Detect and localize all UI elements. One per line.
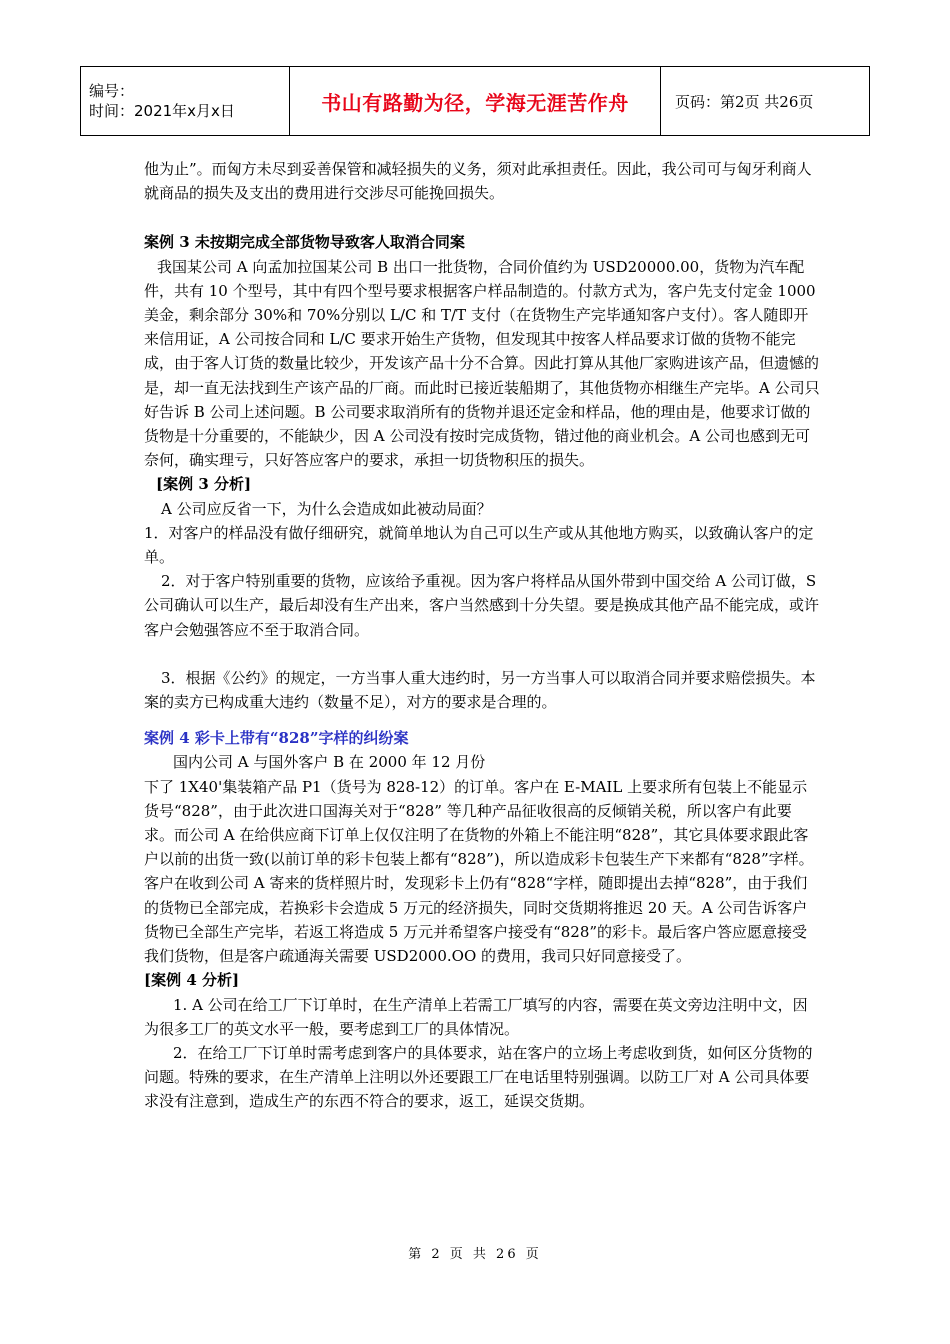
case4-point-1: 1. A 公司在给工厂下订单时，在生产清单上若需工厂填写的内容，需要在英文旁边注明中文，因为很多工厂的英文水平一般，要考虑到工厂的具体情况。 (144, 995, 808, 1038)
intro-paragraph: 他为止”。而匈方未尽到妥善保管和减轻损失的义务，须对此承担责任。因此，我公司可与匈牙利商人就商品的损失及支出的费用进行交涉尽可能挽回损失。 (144, 160, 812, 203)
case3-title: 案例 3 未按期完成全部货物导致客人取消合同案 (144, 233, 465, 252)
header-motto: 书山有路勤为径，学海无涯苦作舟 (290, 67, 661, 136)
case4-point-2: 2．在给工厂下订单时需考虑到客户的具体要求，站在客户的立场上考虑收到货，如何区分货物的问题。特殊的要求，在生产清单上注明以外还要跟工厂在电话里特别强调。以防工厂对 A 公司具体要求没有注意到，造成生产的东西不符合的要求，返工，延误交货期。 (144, 1043, 813, 1111)
case3-point-3: 3．根据《公约》的规定，一方当事人重大违约时，另一方当事人可以取消合同并要求赔偿损失。本案的卖方已构成重大违约（数量不足），对方的要求是合理的。 (144, 668, 816, 712)
page-header (80, 66, 870, 136)
case3-point-1: 1．对客户的样品没有做仔细研究，就简单地认为自己可以生产或从其他地方购买，以致确认客户的定单。 (144, 523, 814, 567)
case4-analysis-title: [案例 4 分析] (144, 971, 240, 990)
case4-first-line: 国内公司 A 与国外客户 B 在 2000 年 12 月份 (173, 753, 486, 772)
page-footer: 第 2 页 共 26 页 (408, 1247, 542, 1262)
case3-point-2: 2．对于客户特别重要的货物，应该给予重视。因为客户将样品从国外带到中国交给 A 公司订做，S 公司确认可以生产，最后却没有生产出来，客户当然感到十分失望。要是换成其他产品不能完成，或许客户会勉强答应不至于取消合同。 (144, 572, 820, 639)
paragraph-gap (144, 642, 820, 666)
case3-paragraph: 我国某公司 A 向孟加拉国某公司 B 出口一批货物，合同价值约为 USD20000.00，货物为汽车配件，共有 10 个型号，其中有四个型号要求根据客户样品制造的。付款方式为，客户先支付定金 1000 美金，剩余部分 30%和 70%分别以 L/C 和 T/T 支付（在货物生产完毕通知客户支付）。客人随即开来信用证，A 公司按合同和 L/C 要求开始生产货物，但发现其中按客人样品要求订做的货物不能完成，由于客人订货的数量比较少，开发该产品十分不合算。因此打算从其他厂家购进该产品，但遗憾的是，却一直无法找到生产该产品的厂商。而此时已接近装船期了，其他货物亦相继生产完毕。A 公司只好告诉 B 公司上述问题。B 公司要求取消所有的货物并退还定金和样品，他的理由是，他要求订做的货物是十分重要的，不能缺少，因 A 公司没有按时完成货物，错过他的商业机会。A 公司也感到无可奈何，确实理亏，只好答应客户的要求，承担一切货物积压的损失。 (144, 257, 820, 470)
header-meta (81, 67, 290, 136)
document-time-label: 时间：2021年x月x日 (89, 102, 235, 120)
case4-title: 案例 4 彩卡上带有“828”字样的纠纷案 (144, 729, 409, 748)
case4-paragraph: 下了 1X40'集装箱产品 P1（货号为 828-12）的订单。客户在 E-MAIL 上要求所有包装上不能显示货号“828”，由于此次进口国海关对于“828” 等几种产品征收很高的反倾销关税，所以客户有此要求。而公司 A 在给供应商下订单上仅仅注明了在货物的外箱上不能注明“828”，其它具体要求跟此客户以前的出货一致(以前订单的彩卡包装上都有“828”)，所以造成彩卡包装生产下来都有“828”字样。客户在收到公司 A 寄来的货样照片时，发现彩卡上仍有“828“字样，随即提出去掉“828”，由于我们的货物已全部完成，若换彩卡会造成 5 万元的经济损失，同时交货期将推迟 20 天。A 公司告诉客户货物已全部生产完毕，若返工将造成 5 万元并希望客户接受有“828”的彩卡。最后客户答应愿意接受我们货物，但是客户疏通海关需要 USD2000.OO 的费用，我司只好同意接受了。 (144, 777, 814, 966)
header-page-info: 页码：第2页 共26页 (661, 67, 870, 136)
case3-analysis-intro: A 公司应反省一下，为什么会造成如此被动局面？ (161, 499, 492, 518)
document-body (144, 157, 820, 1114)
document-number-label: 编号： (89, 82, 135, 100)
case3-analysis-title: [案例 3 分析] (156, 475, 252, 494)
